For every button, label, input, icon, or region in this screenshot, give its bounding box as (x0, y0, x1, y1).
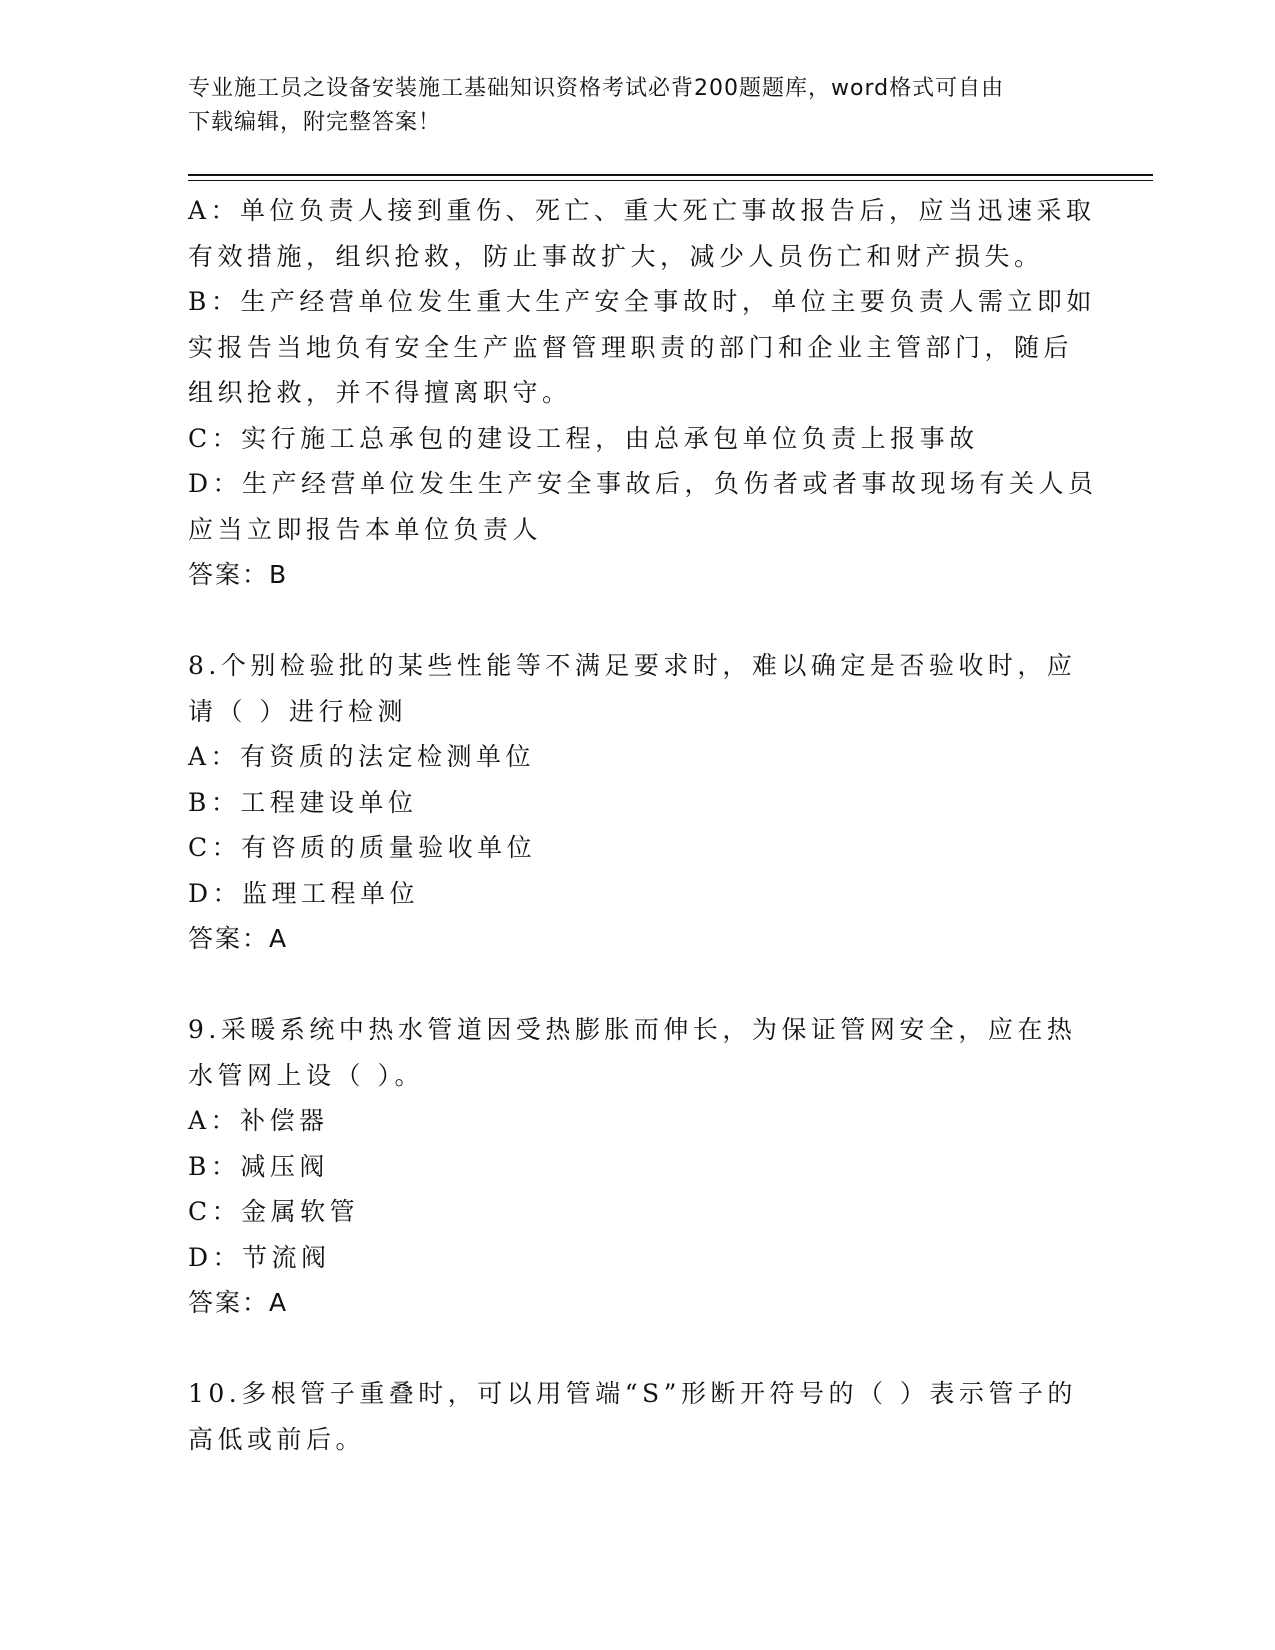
q9-question-line-2: 水管网上设（ ）。 (188, 1060, 424, 1090)
q7-answer: 答案：B (188, 560, 289, 589)
q8-option-d: D：监理工程单位 (188, 878, 420, 908)
q7-option-d-line-2: 应当立即报告本单位负责人 (188, 514, 543, 544)
header-divider-thick (188, 174, 1153, 176)
q9-option-b: B：减压阀 (188, 1151, 329, 1181)
question-10-block (188, 1371, 1088, 1462)
header-divider-thin (188, 180, 1153, 181)
q7-option-b-line-2: 实报告当地负有安全生产监督管理职责的部门和企业主管部门，随后 (188, 332, 1074, 362)
q7-option-c: C：实行施工总承包的建设工程，由总承包单位负责上报事故 (188, 423, 979, 453)
spacer (188, 598, 1088, 644)
question-8-block (188, 643, 1088, 962)
question-list (188, 188, 1098, 1462)
spacer (188, 962, 1088, 1008)
header-title-line-1: 专业施工员之设备安装施工基础知识资格考试必背200题题库，word格式可自由 (188, 76, 1005, 101)
q7-option-a-line-1: A：单位负责人接到重伤、死亡、重大死亡事故报告后，应当迅速采取 (188, 196, 1096, 225)
question-7-block (188, 188, 1098, 598)
q9-option-a: A：补偿器 (188, 1106, 329, 1135)
q8-answer: 答案：A (188, 924, 289, 953)
spacer (188, 1326, 1088, 1372)
q8-option-b: B：工程建设单位 (188, 787, 418, 817)
q9-answer: 答案：A (188, 1288, 289, 1317)
q9-question-line-1: 9.采暖系统中热水管道因受热膨胀而伸长，为保证管网安全，应在热 (188, 1015, 1077, 1044)
header-title-line-2: 下载编辑，附完整答案！ (188, 110, 442, 135)
q7-option-b-line-3: 组织抢救，并不得擅离职守。 (188, 378, 572, 407)
q7-option-b-line-1: B：生产经营单位发生重大生产安全事故时，单位主要负责人需立即如 (188, 287, 1096, 316)
q9-option-d: D：节流阀 (188, 1242, 331, 1272)
q7-option-d-line-1: D：生产经营单位发生生产安全事故后，负伤者或者事故现场有关人员 (188, 469, 1098, 498)
q10-question-line-1: 10.多根管子重叠时，可以用管端“S”形断开符号的（ ）表示管子的 (188, 1379, 1077, 1408)
document-header (188, 72, 1088, 140)
q7-option-a-line-2: 有效措施，组织抢救，防止事故扩大，减少人员伤亡和财产损失。 (188, 241, 1044, 271)
q10-question-line-2: 高低或前后。 (188, 1424, 366, 1454)
q8-option-a: A：有资质的法定检测单位 (188, 742, 536, 771)
q8-option-c: C：有咨质的质量验收单位 (188, 833, 537, 862)
q8-question-line-1: 8.个别检验批的某些性能等不满足要求时，难以确定是否验收时，应 (188, 651, 1077, 680)
question-9-block (188, 1007, 1088, 1326)
q8-question-line-2: 请（ ）进行检测 (188, 696, 407, 726)
q9-option-c: C：金属软管 (188, 1197, 360, 1226)
